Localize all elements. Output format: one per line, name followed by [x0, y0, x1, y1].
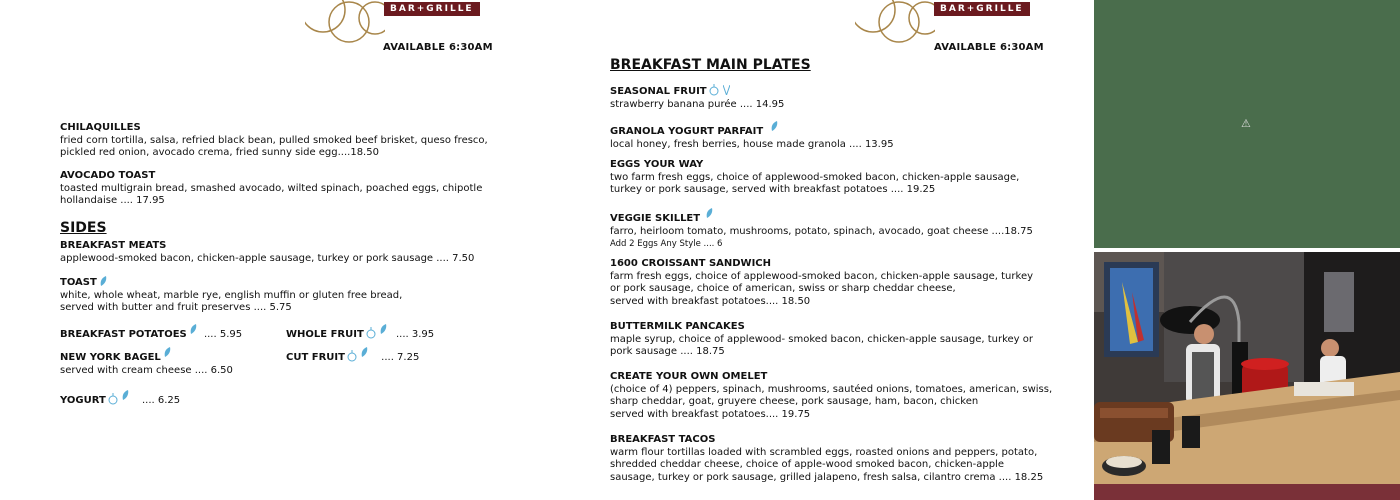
item-name: NEW YORK BAGEL: [60, 352, 161, 363]
item-desc: toasted multigrain bread, smashed avocado, wilted spinach, poached eggs, chipotle hollandaise .... 17.95: [60, 182, 483, 206]
main-plates-heading: BREAKFAST MAIN PLATES: [610, 57, 811, 73]
menu-item-breakfast-meats: [60, 240, 474, 265]
menu-item-breakfast-potatoes: [60, 324, 242, 340]
item-desc: maple syrup, choice of applewood- smoked bacon, chicken-apple sausage, turkey or pork sausage .... 18.75: [610, 333, 1033, 357]
menu-item-veggie-skillet: [610, 208, 1033, 251]
vegetarian-leaf-icon: [190, 324, 197, 334]
vegetarian-leaf-icon: [361, 347, 368, 357]
menu-item-seasonal-fruit: [610, 84, 784, 111]
vegetarian-leaf-icon: [100, 276, 107, 286]
gluten-free-icon: [708, 84, 720, 96]
image-column: [1094, 0, 1400, 500]
vegetarian-leaf-icon: [706, 208, 713, 218]
item-name: EGGS YOUR WAY: [610, 159, 704, 170]
warning-icon: ⚠: [1241, 117, 1251, 130]
logo: [855, 0, 935, 44]
menu-item-chilaquilles: [60, 122, 488, 160]
menu-item-avocado-toast: [60, 170, 482, 208]
buffet-photo-illustration: [1094, 252, 1400, 500]
menu-item-cut-fruit: [286, 347, 419, 363]
gluten-free-icon: [365, 327, 377, 339]
item-desc: local honey, fresh berries, house made granola .... 13.95: [610, 138, 894, 150]
item-name: BREAKFAST TACOS: [610, 434, 716, 445]
item-name: GRANOLA YOGURT PARFAIT: [610, 126, 764, 137]
item-name: CHILAQUILLES: [60, 122, 141, 133]
item-desc: applewood-smoked bacon, chicken-apple sausage, turkey or pork sausage .... 7.50: [60, 252, 475, 264]
item-price: .... 6.25: [141, 395, 181, 406]
item-desc: farm fresh eggs, choice of applewood-smoked bacon, chicken-apple sausage, turkey or pork sausage, choice of american, swiss or sharp cheddar cheese, served with breakfast potatoes.... 18.50: [610, 270, 1034, 307]
menu-page-left: [0, 0, 550, 500]
menu-item-toast: [60, 276, 402, 315]
menu-item-breakfast-tacos: [610, 434, 1043, 484]
item-name: CREATE YOUR OWN OMELET: [610, 371, 768, 382]
item-name: BREAKFAST POTATOES: [60, 329, 187, 340]
item-desc: warm flour tortillas loaded with scrambled eggs, roasted onions and peppers, potato, shredded cheddar cheese, choice of apple-wood smoked bacon, chicken-apple sausage, turkey or pork sausage, grilled jalapeno, fresh salsa, cilantro crema .... 18.25: [610, 446, 1044, 483]
menu-item-granola-parfait: [610, 121, 894, 151]
logo-rings-icon: [305, 0, 385, 44]
menu-item-create-omelet: [610, 371, 1052, 421]
image-placeholder: [1094, 0, 1400, 248]
logo-badge: BAR+GRILLE: [934, 2, 1030, 16]
logo: [305, 0, 385, 44]
buffet-photo: [1094, 252, 1400, 500]
item-desc: two farm fresh eggs, choice of applewood-smoked bacon, chicken-apple sausage, turkey or pork sausage, served with breakfast potatoes .... 19.25: [610, 171, 1020, 195]
item-price: .... 3.95: [395, 329, 435, 340]
item-desc: fried corn tortilla, salsa, refried black bean, pulled smoked beef brisket, queso fresco, pickled red onion, avocado crema, fried sunny side egg....18.50: [60, 134, 488, 158]
item-name: BREAKFAST MEATS: [60, 240, 167, 251]
logo-rings-icon: [855, 0, 935, 44]
vegetarian-leaf-icon: [164, 347, 171, 357]
item-desc: (choice of 4) peppers, spinach, mushrooms, sautéed onions, tomatoes, american, swiss, sharp cheddar, goat, gruyere cheese, pork sausage, ham, bacon, chicken served with breakfast potatoes.... 19.75: [610, 383, 1053, 420]
item-name: TOAST: [60, 277, 97, 288]
item-name: SEASONAL FRUIT: [610, 86, 707, 97]
sides-heading: SIDES: [60, 220, 107, 236]
menu-page-main-plates: [550, 0, 1095, 500]
item-name: 1600 CROISSANT SANDWICH: [610, 258, 772, 269]
available-time: AVAILABLE 6:30AM: [934, 42, 1044, 53]
item-add-on: Add 2 Eggs Any Style .... 6: [610, 239, 723, 249]
vegetarian-leaf-icon: [771, 121, 778, 131]
logo-badge: BAR+GRILLE: [384, 2, 480, 16]
menu-item-buttermilk-pancakes: [610, 321, 1033, 359]
vegetarian-leaf-icon: [380, 324, 387, 334]
item-price: .... 7.25: [381, 352, 420, 363]
menu-item-yogurt: [60, 390, 180, 406]
item-desc: farro, heirloom tomato, mushrooms, potato, spinach, avocado, goat cheese ....18.75: [610, 225, 1033, 237]
item-desc: strawberry banana purée .... 14.95: [610, 98, 785, 110]
item-desc: white, whole wheat, marble rye, english muffin or gluten free bread, served with butter and fruit preserves .... 5.75: [60, 289, 403, 313]
gluten-free-icon: [107, 393, 119, 405]
item-desc: served with cream cheese .... 6.50: [60, 364, 233, 376]
gluten-free-icon: [346, 350, 358, 362]
menu-item-croissant-sandwich: [610, 258, 1033, 308]
menu-item-eggs-your-way: [610, 159, 1019, 197]
menu-item-new-york-bagel: [60, 347, 233, 377]
vegan-v-icon: [723, 85, 730, 95]
item-name: BUTTERMILK PANCAKES: [610, 321, 745, 332]
available-time: AVAILABLE 6:30AM: [383, 42, 493, 53]
item-name: YOGURT: [60, 395, 106, 406]
menu-item-whole-fruit: [286, 324, 434, 340]
item-name: CUT FRUIT: [286, 352, 345, 363]
item-price: .... 5.95: [203, 329, 243, 340]
vegetarian-leaf-icon: [122, 390, 129, 400]
item-name: VEGGIE SKILLET: [610, 213, 701, 224]
item-name: AVOCADO TOAST: [60, 170, 156, 181]
item-name: WHOLE FRUIT: [286, 329, 364, 340]
